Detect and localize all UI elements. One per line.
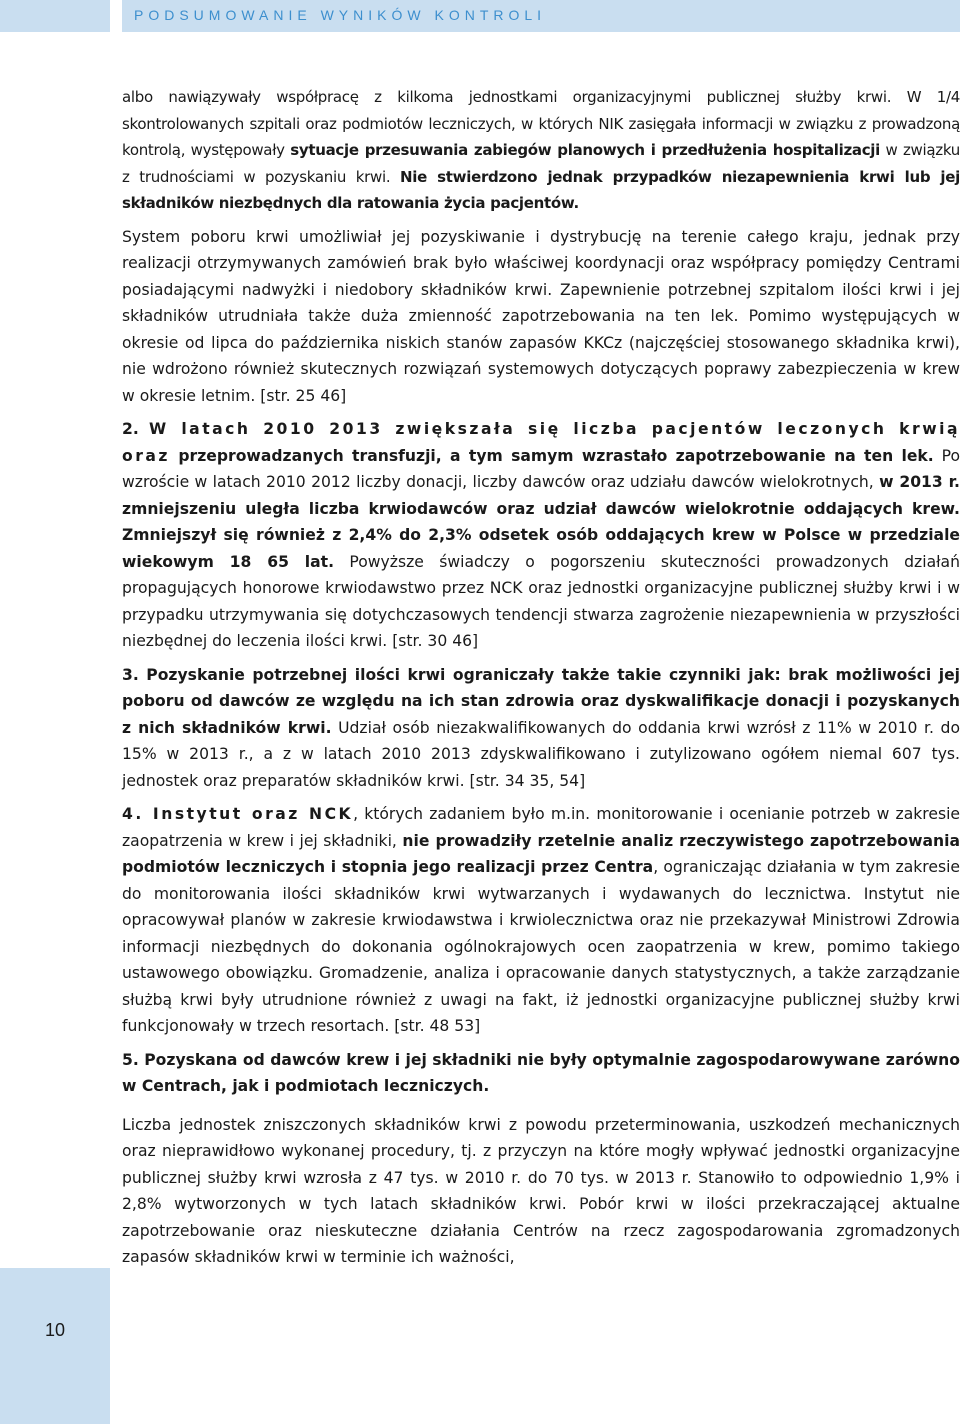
text-segment: albo nawiązywały współpracę z kilkoma jednostkami organizacyjnymi publicznej służby krwi. W 1/4 skontrolowanych szpitali oraz podmiotów leczniczych, w których NIK zasięgała informacji w związku z prowadzoną kontrolą, występowały: [122, 88, 960, 159]
text-segment: , których zadaniem było m.in. monitorowanie i ocenianie potrzeb w zakresie zaopatrzenia w krew i jej składniki,: [122, 805, 960, 850]
text-segment: , ograniczając działania w tym zakresie do monitorowania ilości składników krwi wytwarzanych i wydawanych do lecznictwa. Instytut nie opracowywał planów w zakresie krwiodawstwa i krwiolecznictwa oraz nie przekazywał Ministrowi Zdrowia informacji niezbędnych do dokonania ogólnokrajowych ocen zaopatrzenia w krew, pomimo takiego ustawowego obowiązku. Gromadzenie, analiza i opracowanie danych statystycznych, a także zarządzanie służbą krwi były utrudnione również z uwagi na fakt, iż jednostki organizacyjne publicznej służby krwi funkcjonowały w trzech resortach. [str. 48 53]: [122, 858, 960, 1035]
text-segment: System poboru krwi umożliwiał jej pozyskiwanie i dystrybucję na terenie całego kraju, jednak przy realizacji otrzymywanych zamówień brak było właściwej koordynacji oraz współpracy pomiędzy Centrami posiadającymi nadwyżki i niedobory składników krwi. Zapewnienie potrzebnej szpitalom ilości krwi i jej składników utrudniała także duża zmienność zapotrzebowania na ten lek. Pomimo występujących w okresie od lipca do października niskich stanów zapasów KKCz (najczęściej stosowanego składnika krwi), nie wdrożono również skutecznych rozwiązań systemowych dotyczących poprawy zabezpieczenia w krew w okresie letnim. [str. 25 46]: [122, 227, 960, 405]
paragraph-3: [122, 416, 960, 655]
text-segment: nie prowadziły rzetelnie analiz rzeczywistego zapotrzebowania podmiotów leczniczych i stopnia jego realizacji przez Centra: [122, 831, 960, 876]
text-segment: W latach 2010 2013 zwiększała się liczba pacjentów leczonych krwią oraz: [122, 420, 960, 465]
corner-block: [0, 0, 110, 32]
header-title: PODSUMOWANIE WYNIKÓW KONTROLI: [134, 7, 547, 23]
text-segment: sytuacje przesuwania zabiegów planowych i przedłużenia hospitalizacji: [290, 141, 880, 159]
running-header: [122, 0, 960, 32]
text-segment: w 2013 r. zmniejszeniu uległa liczba krwiodawców oraz udział dawców wielokrotnie oddających krew. Zmniejszył się również z 2,4% do 2,3% odsetek osób oddających krew w Polsce w przedziale wiekowym 18 65 lat.: [122, 473, 960, 571]
text-segment: przeprowadzanych transfuzji, a tym samym wzrastało zapotrzebowanie na ten lek.: [170, 446, 934, 465]
text-segment: w związku z trudnościami w pozyskaniu krwi.: [122, 141, 960, 186]
text-segment: 2.: [122, 420, 149, 438]
text-segment: Liczba jednostek zniszczonych składników krwi z powodu przeterminowania, uszkodzeń mechanicznych oraz nieprawidłowo wykonanej procedury, tj. z przyczyn na które mogły wpływać jednostki organizacyjne publicznej służby krwi wzrosła z 47 tys. w 2010 r. do 70 tys. w 2013 r. Stanowiło to odpowiednio 1,9% i 2,8% wytworzonych w tych latach składników krwi. Pobór krwi w ilości przekraczającej aktualne zapotrzebowanie oraz nieskuteczne działania Centrów na rzecz zagospodarowania zgromadzonych zapasów składników krwi w terminie ich ważności,: [122, 1115, 960, 1266]
page-number: 10: [44, 1320, 66, 1340]
text-segment: 4. Instytut oraz NCK: [122, 805, 354, 823]
paragraph-5: [122, 801, 960, 1040]
paragraph-2: [122, 224, 960, 410]
paragraph-1: [122, 84, 960, 217]
text-segment: Udział osób niezakwalifikowanych do oddania krwi wzrósł z 11% w 2010 r. do 15% w 2013 r., a z w latach 2010 2013 zdyskwalifikowano i zutylizowano ogółem niemal 607 tys. jednostek oraz preparatów składników krwi. [str. 34 35, 54]: [122, 718, 960, 790]
text-segment: 5. Pozyskana od dawców krew i jej składniki nie były optymalnie zagospodarowywane zarówno w Centrach, jak i podmiotach leczniczych.: [122, 1050, 960, 1095]
page-number-tab: [0, 1268, 110, 1424]
paragraph-7: [122, 1112, 960, 1271]
text-segment: 3. Pozyskanie potrzebnej ilości krwi ograniczały także takie czynniki jak: brak możliwości jej poboru od dawców ze względu na ich stan zdrowia oraz dyskwalifikacje donacji i pozyskanych z nich składników krwi.: [122, 665, 960, 737]
document-body: [122, 84, 960, 1271]
paragraph-4: [122, 662, 960, 795]
text-segment: Powyższe świadczy o pogorszeniu skuteczności prowadzonych działań propagujących honorowe krwiodawstwo przez NCK oraz jednostki organizacyjne publicznej służby krwi i w przypadku utrzymywania się dotychczasowych tendencji stwarza zagrożenie niezapewnienia w przyszłości niezbędnej do leczenia ilości krwi. [str. 30 46]: [122, 552, 960, 650]
text-segment: Nie stwierdzono jednak przypadków niezapewnienia krwi lub jej składników niezbędnych dla ratowania życia pacjentów.: [122, 167, 960, 212]
paragraph-6: [122, 1047, 960, 1100]
text-segment: Po wzroście w latach 2010 2012 liczby donacji, liczby dawców oraz udziału dawców wielokrotnych,: [122, 446, 960, 491]
